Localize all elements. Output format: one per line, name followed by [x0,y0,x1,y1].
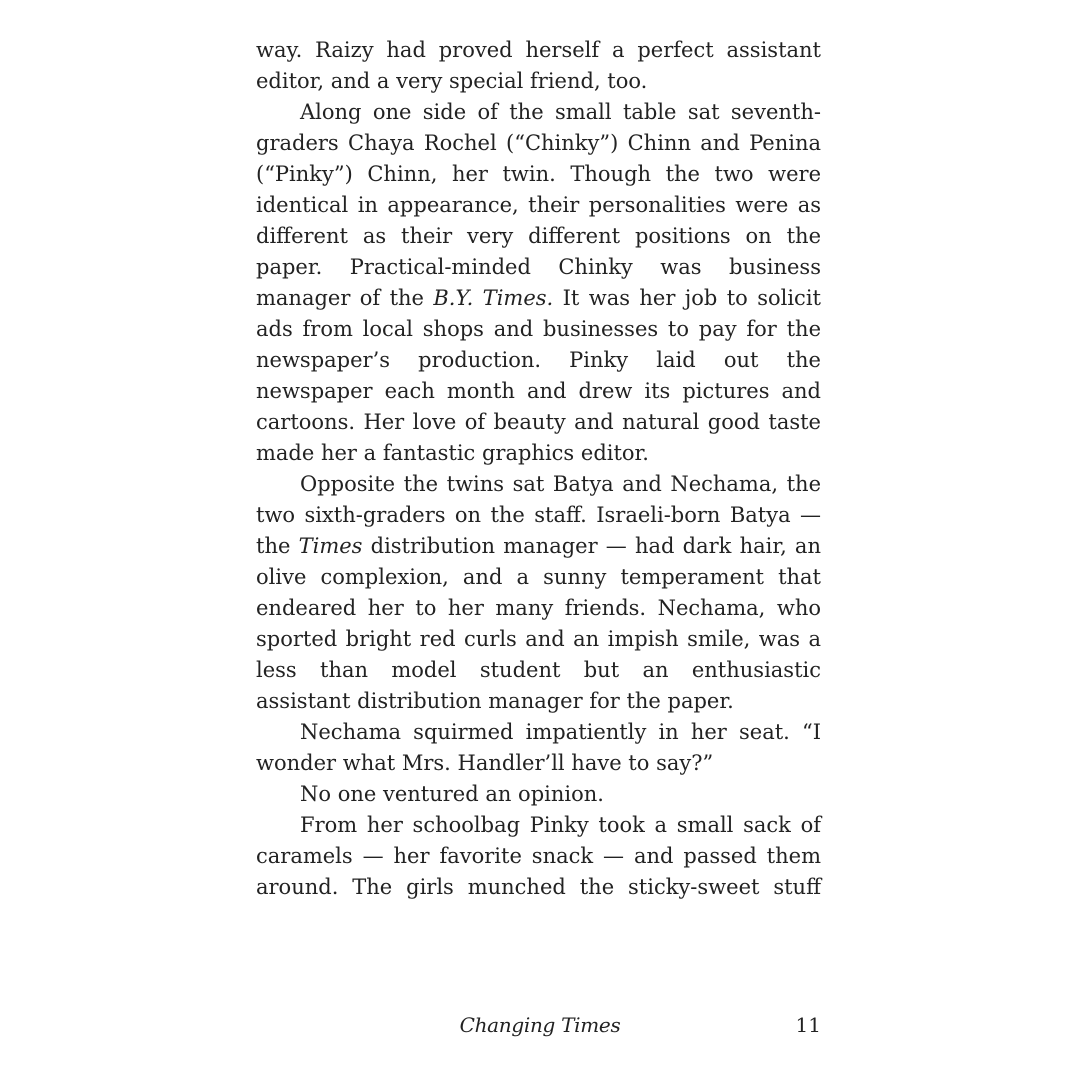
paragraph: No one ventured an opinion. [300,782,604,806]
paragraph: From her schoolbag Pinky took a small sack of caramels — her favorite snack — and passed them around. The girls munched the sticky-sweet stuff [256,813,821,899]
paragraph: Along one side of the small table sat seventhgraders Chaya Rochel (“Chinky”) Chinn and Penina (“Pinky”) Chinn, her twin. Though the two were identical in appearance, their personalities were as different as their very different positions on the paper. Practical-minded Chinky was business manager of the B.Y. Times. It was her job to solicit ads from local shops and businesses to pay for the newspaper’s production. Pinky laid out the newspaper each month and drew its pictures and cartoons. Her love of beauty and natural good taste made her a fantastic graphics editor. [256,100,821,465]
paragraph: Nechama squirmed impatiently in her seat. “I wonder what Mrs. Handler’ll have to say?” [256,720,821,775]
italic-publication-name: B.Y. Times. [433,286,554,310]
italic-publication-name: Times [298,534,363,558]
running-footer-title: Changing Times [459,1013,621,1037]
paragraph: way. Raizy had proved herself a perfect assistant editor, and a very special friend, too. [256,38,821,93]
body-text [256,35,821,903]
page-number: 11 [795,1013,821,1037]
paragraph: Opposite the twins sat Batya and Nechama, the two sixth-graders on the staff. Israeli-born Batya — the Times distribution manager — had dark hair, an olive complexion, and a sunny temperament that endeared her to her many friends. Nechama, who sported bright red curls and an impish smile, was a less than model student but an enthusiastic assistant distribution manager for the paper. [256,472,821,713]
